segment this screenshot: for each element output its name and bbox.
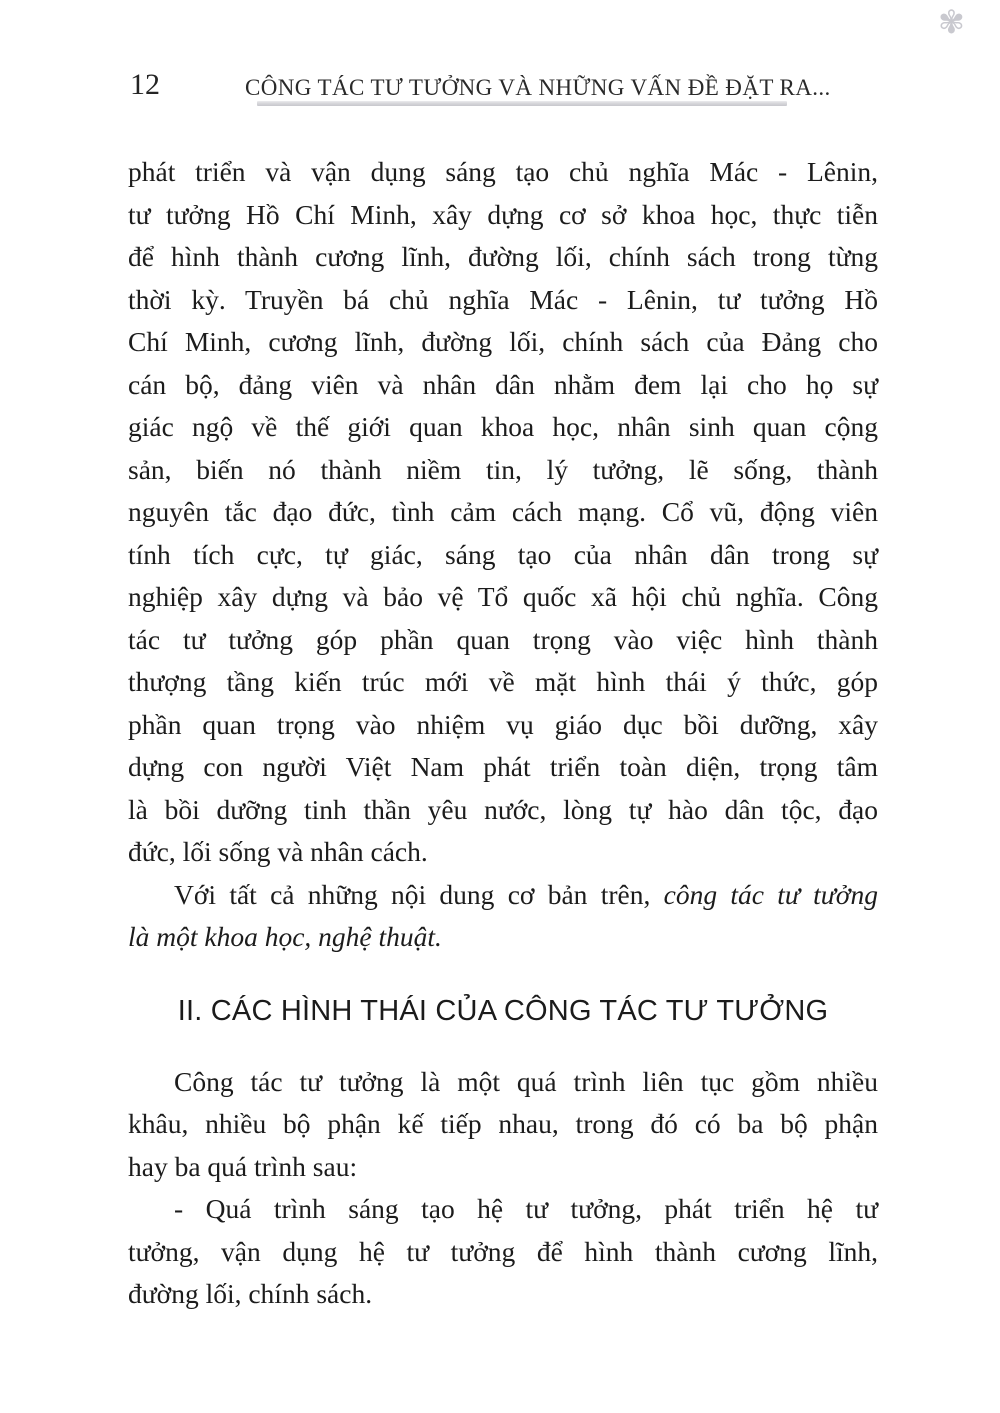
- page-number: 12: [130, 68, 160, 101]
- text-line: [128, 449, 878, 492]
- text-line: [128, 1103, 878, 1146]
- text-line: [128, 916, 878, 959]
- text-line: [128, 874, 878, 917]
- text-line: [128, 661, 878, 704]
- text-line: [128, 576, 878, 619]
- text-run: II. CÁC HÌNH THÁI CỦA CÔNG TÁC TƯ TƯỞNG: [177, 994, 829, 1027]
- text-run: khâu, nhiều bộ phận kế tiếp nhau, trong đó có ba bộ phận: [128, 1108, 878, 1139]
- text-run: hay ba quá trình sau:: [128, 1150, 358, 1182]
- text-run: giác ngộ về thế giới quan khoa học, nhân sinh quan cộng: [128, 411, 878, 442]
- text-line: [128, 831, 878, 874]
- text-line: [128, 989, 878, 1033]
- text-line: [128, 321, 878, 364]
- text-line: [128, 619, 878, 662]
- text-run: đức, lối sống và nhân cách.: [128, 836, 428, 867]
- flower-ornament-icon: ✾: [938, 4, 965, 40]
- text-run: sản, biến nó thành niềm tin, lý tưởng, lẽ sống, thành: [128, 453, 878, 485]
- text-line: [128, 704, 878, 747]
- text-run: nguyên tắc đạo đức, tình cảm cách mạng. Cổ vũ, động viên: [128, 496, 878, 527]
- paragraph: [128, 874, 878, 959]
- text-run: Công tác tư tưởng là một quá trình liên tục gồm nhiều: [174, 1065, 878, 1097]
- text-run: thời kỳ. Truyền bá chủ nghĩa Mác - Lênin, tư tưởng Hồ: [128, 283, 878, 315]
- text-line: [128, 746, 878, 789]
- text-run: phát triển và vận dụng sáng tạo chủ nghĩa Mác - Lênin,: [128, 156, 878, 187]
- text-run: đường lối, chính sách.: [128, 1278, 373, 1309]
- header-rule: [257, 101, 787, 106]
- text-run: là bồi dưỡng tinh thần yêu nước, lòng tự hào dân tộc, đạo: [128, 793, 878, 825]
- text-line: [128, 364, 878, 407]
- text-run: tác tư tưởng góp phần quan trọng vào việc hình thành: [128, 623, 878, 655]
- paragraph: [128, 151, 878, 874]
- paragraph: [128, 1061, 878, 1189]
- text-run: tưởng, vận dụng hệ tư tưởng để hình thành cương lĩnh,: [128, 1235, 878, 1267]
- running-title: CÔNG TÁC TƯ TƯỞNG VÀ NHỮNG VẤN ĐỀ ĐẶT RA...: [245, 75, 831, 100]
- text-run: phần quan trọng vào nhiệm vụ giáo dục bồi dưỡng, xây: [128, 708, 878, 740]
- text-line: [128, 491, 878, 534]
- section-heading: [128, 989, 878, 1033]
- text-run: tính tích cực, tự giác, sáng tạo của nhân dân trong sự: [128, 538, 878, 570]
- text-line: [128, 1231, 878, 1274]
- paragraph: [128, 1188, 878, 1316]
- text-run: để hình thành cương lĩnh, đường lối, chính sách trong từng: [128, 241, 878, 272]
- text-line: [128, 194, 878, 237]
- text-line: [128, 279, 878, 322]
- text-line: [128, 151, 878, 194]
- text-run: tư tưởng Hồ Chí Minh, xây dựng cơ sở khoa học, thực tiễn: [128, 198, 878, 230]
- text-run: dựng con người Việt Nam phát triển toàn diện, trọng tâm: [128, 751, 878, 782]
- text-run: cán bộ, đảng viên và nhân dân nhằm đem lại cho họ sự: [128, 368, 878, 400]
- text-line: [128, 406, 878, 449]
- italic-text-run: công tác tư tưởng: [663, 878, 878, 910]
- text-run: nghiệp xây dựng và bảo vệ Tổ quốc xã hội chủ nghĩa. Công: [128, 581, 878, 612]
- text-line: [128, 1146, 878, 1189]
- italic-text-run: là một khoa học, nghệ thuật.: [128, 921, 442, 952]
- text-line: [128, 789, 878, 832]
- text-run: Chí Minh, cương lĩnh, đường lối, chính sách của Đảng cho: [128, 326, 878, 357]
- text-line: [128, 1061, 878, 1104]
- text-run: Với tất cả những nội dung cơ bản trên,: [174, 878, 664, 910]
- text-line: [128, 236, 878, 279]
- text-run: - Quá trình sáng tạo hệ tư tưởng, phát triển hệ tư: [174, 1193, 878, 1224]
- text-line: [128, 1273, 878, 1316]
- page-body: [128, 151, 878, 1316]
- text-line: [128, 1188, 878, 1231]
- text-line: [128, 534, 878, 577]
- text-run: thượng tầng kiến trúc mới về mặt hình thái ý thức, góp: [128, 666, 878, 697]
